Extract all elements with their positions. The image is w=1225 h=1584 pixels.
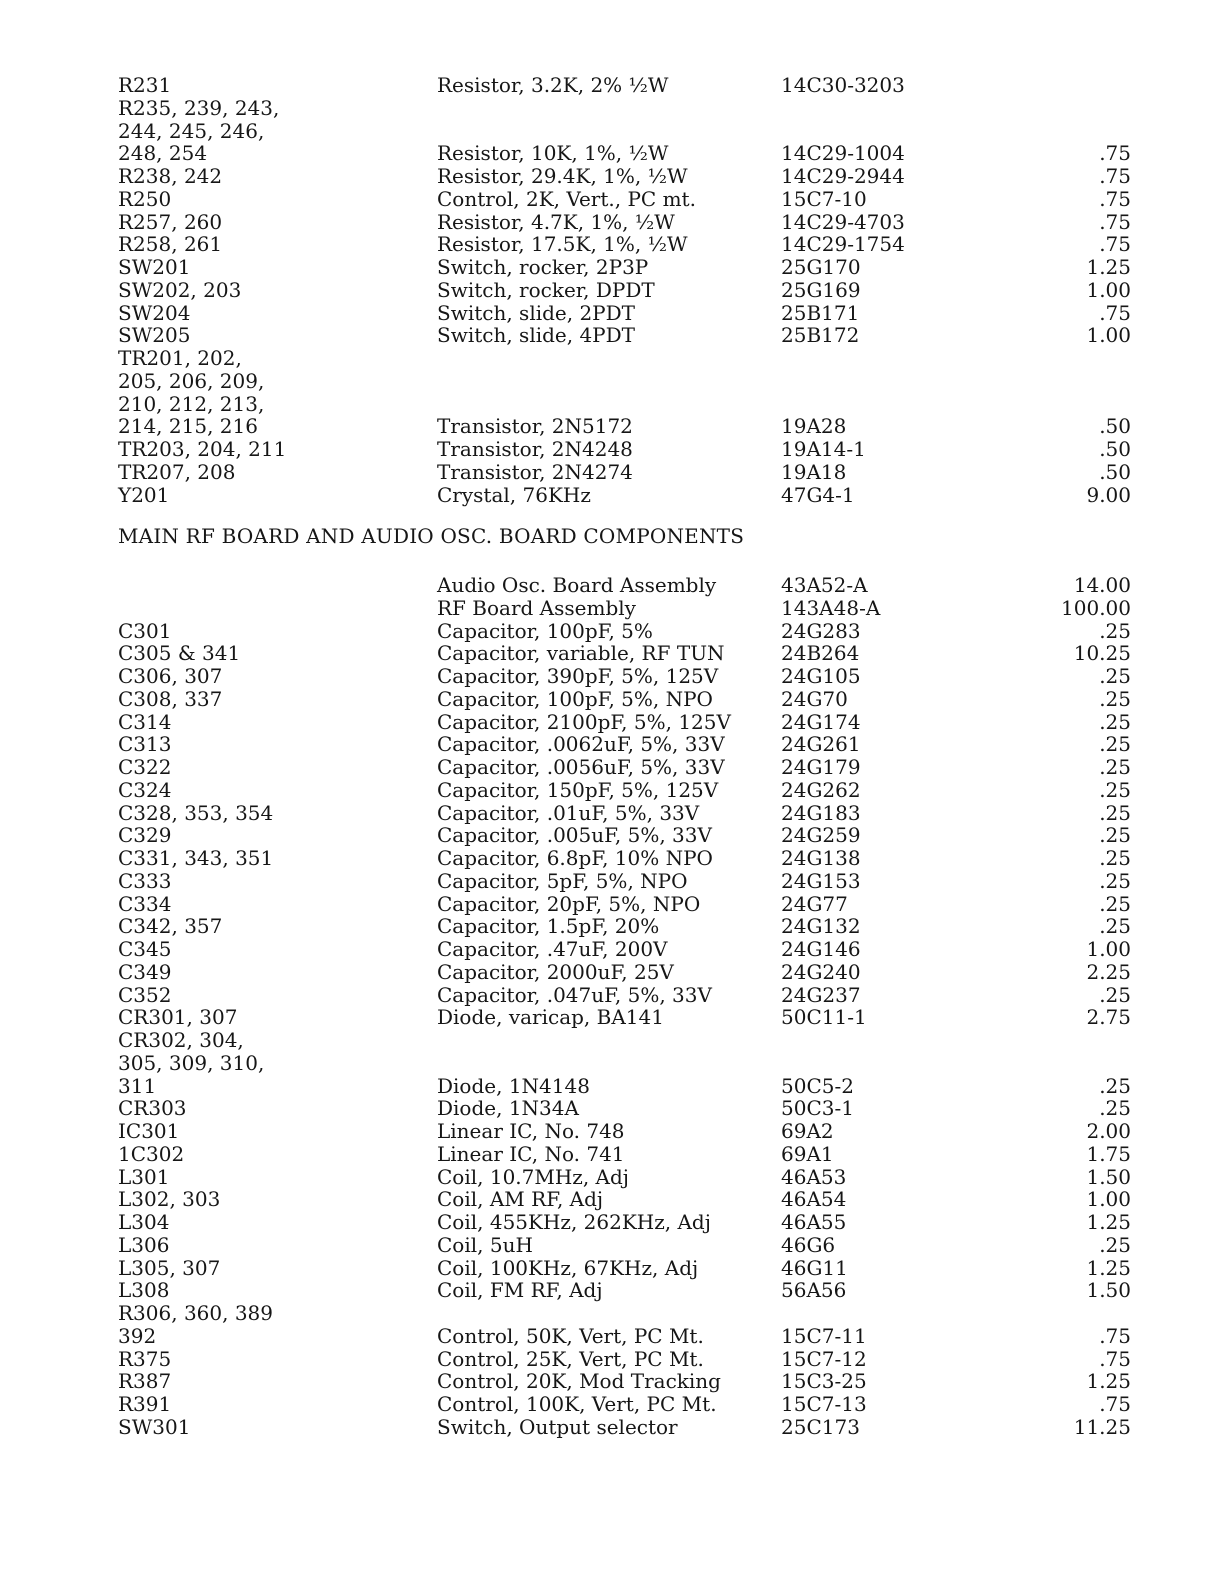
part-description: Capacitor, .005uF, 5%, 33V <box>437 823 712 848</box>
parts-table-section-1 <box>0 74 1225 506</box>
part-price: .25 <box>1099 686 1131 711</box>
parts-row <box>0 733 1225 756</box>
part-price: .75 <box>1099 141 1131 166</box>
parts-row <box>0 1143 1225 1166</box>
part-number: 24G283 <box>781 618 861 643</box>
ref-designator: C314 <box>118 709 172 734</box>
ref-designator: L308 <box>118 1278 170 1303</box>
parts-row <box>0 1302 1225 1325</box>
part-description: Transistor, 2N5172 <box>437 414 633 439</box>
parts-row <box>0 484 1225 507</box>
parts-row <box>0 302 1225 325</box>
part-number: 25G169 <box>781 277 861 302</box>
part-price: .75 <box>1099 186 1131 211</box>
part-price: 10.25 <box>1073 641 1131 666</box>
part-price: 100.00 <box>1061 595 1131 620</box>
parts-table-section-2 <box>0 574 1225 1439</box>
parts-row <box>0 347 1225 370</box>
ref-designator: 210, 212, 213, <box>118 391 265 416</box>
part-number: 15C7-11 <box>781 1323 867 1348</box>
part-description: Capacitor, 150pF, 5%, 125V <box>437 777 719 802</box>
part-number: 43A52-A <box>781 573 868 597</box>
part-number: 14C29-1754 <box>781 232 905 257</box>
ref-designator: 1C302 <box>118 1141 185 1166</box>
parts-row <box>0 1393 1225 1416</box>
ref-designator: 305, 309, 310, <box>118 1050 265 1075</box>
part-price: 1.25 <box>1086 255 1131 279</box>
parts-row <box>0 1075 1225 1098</box>
part-description: Capacitor, .047uF, 5%, 33V <box>437 982 712 1007</box>
parts-row <box>0 620 1225 643</box>
parts-row <box>0 1234 1225 1257</box>
parts-row <box>0 893 1225 916</box>
part-description: Capacitor, 5pF, 5%, NPO <box>437 868 688 893</box>
part-price: .25 <box>1099 1232 1131 1257</box>
ref-designator: C324 <box>118 777 172 802</box>
part-number: 15C3-25 <box>781 1369 867 1394</box>
part-number: 69A2 <box>781 1119 834 1143</box>
part-number: 24B264 <box>781 641 860 666</box>
part-price: .75 <box>1099 1323 1131 1348</box>
part-description: Capacitor, variable, RF TUN <box>437 641 725 666</box>
ref-designator: L306 <box>118 1232 170 1257</box>
parts-row <box>0 393 1225 416</box>
parts-row <box>0 256 1225 279</box>
parts-row <box>0 847 1225 870</box>
ref-designator: IC301 <box>118 1119 180 1143</box>
part-price: 2.75 <box>1086 1005 1131 1030</box>
ref-designator: R375 <box>118 1346 172 1371</box>
parts-row <box>0 415 1225 438</box>
part-price: .25 <box>1099 1096 1131 1121</box>
parts-row <box>0 279 1225 302</box>
parts-row <box>0 1166 1225 1189</box>
part-number: 25C173 <box>781 1414 860 1439</box>
parts-row <box>0 984 1225 1007</box>
part-price: 1.25 <box>1086 1210 1131 1234</box>
parts-row <box>0 1370 1225 1393</box>
part-description: Resistor, 10K, 1%, ½W <box>437 141 669 166</box>
part-price: 1.75 <box>1086 1141 1131 1166</box>
ref-designator: C313 <box>118 732 172 757</box>
part-number: 24G105 <box>781 664 861 688</box>
parts-row <box>0 642 1225 665</box>
part-number: 24G132 <box>781 914 861 939</box>
parts-row <box>0 938 1225 961</box>
part-description: Control, 50K, Vert, PC Mt. <box>437 1323 704 1348</box>
part-description: Linear IC, No. 748 <box>437 1119 625 1143</box>
ref-designator: R306, 360, 389 <box>118 1301 274 1325</box>
parts-row <box>0 324 1225 347</box>
part-description: Switch, slide, 4PDT <box>437 323 636 348</box>
parts-row <box>0 870 1225 893</box>
ref-designator: R231 <box>118 73 172 97</box>
parts-row <box>0 1006 1225 1029</box>
ref-designator: C305 & 341 <box>118 641 241 666</box>
parts-row <box>0 1325 1225 1348</box>
parts-row <box>0 1211 1225 1234</box>
ref-designator: CR303 <box>118 1096 187 1121</box>
parts-row <box>0 1416 1225 1439</box>
part-description: Capacitor, 390pF, 5%, 125V <box>437 664 719 688</box>
part-description: Coil, 100KHz, 67KHz, Adj <box>437 1255 699 1280</box>
part-description: Transistor, 2N4248 <box>437 437 633 461</box>
part-description: Coil, 10.7MHz, Adj <box>437 1164 630 1189</box>
part-number: 15C7-12 <box>781 1346 867 1371</box>
part-number: 24G153 <box>781 868 861 893</box>
parts-row <box>0 1029 1225 1052</box>
part-price: .50 <box>1099 459 1131 484</box>
parts-row <box>0 779 1225 802</box>
part-description: Capacitor, .01uF, 5%, 33V <box>437 800 700 825</box>
part-number: 14C30-3203 <box>781 73 905 97</box>
part-price: .25 <box>1099 618 1131 643</box>
part-number: 15C7-10 <box>781 186 867 211</box>
part-price: .25 <box>1099 982 1131 1007</box>
part-number: 19A18 <box>781 459 847 484</box>
part-description: Capacitor, 20pF, 5%, NPO <box>437 891 701 916</box>
part-price: 11.25 <box>1073 1414 1131 1439</box>
part-description: Switch, rocker, 2P3P <box>437 255 649 279</box>
part-price: .25 <box>1099 800 1131 825</box>
part-number: 24G70 <box>781 686 848 711</box>
part-number: 69A1 <box>781 1141 834 1166</box>
part-number: 24G240 <box>781 959 861 984</box>
part-price: .25 <box>1099 755 1131 779</box>
part-number: 50C11-1 <box>781 1005 867 1030</box>
part-description: Crystal, 76KHz <box>437 482 591 507</box>
parts-row <box>0 1120 1225 1143</box>
part-description: Switch, rocker, DPDT <box>437 277 655 302</box>
part-price: 1.00 <box>1086 323 1131 348</box>
ref-designator: TR201, 202, <box>118 346 242 370</box>
part-number: 25B171 <box>781 300 860 325</box>
parts-row <box>0 1279 1225 1302</box>
part-number: 46A53 <box>781 1164 847 1189</box>
part-price: .75 <box>1099 1346 1131 1371</box>
part-price: .25 <box>1099 709 1131 734</box>
ref-designator: C322 <box>118 755 172 779</box>
part-price: 14.00 <box>1073 573 1131 597</box>
part-description: Linear IC, No. 741 <box>437 1141 625 1166</box>
ref-designator: C334 <box>118 891 172 916</box>
ref-designator: R257, 260 <box>118 209 223 234</box>
part-description: Coil, 455KHz, 262KHz, Adj <box>437 1210 711 1234</box>
ref-designator: TR207, 208 <box>118 459 236 484</box>
part-description: Control, 20K, Mod Tracking <box>437 1369 721 1394</box>
parts-row <box>0 802 1225 825</box>
part-number: 46G6 <box>781 1232 836 1257</box>
ref-designator: 392 <box>118 1323 157 1348</box>
part-number: 46A55 <box>781 1210 847 1234</box>
parts-row <box>0 142 1225 165</box>
part-number: 56A56 <box>781 1278 847 1303</box>
parts-row <box>0 1257 1225 1280</box>
ref-designator: 311 <box>118 1073 157 1098</box>
part-price: .50 <box>1099 414 1131 439</box>
part-number: 24G146 <box>781 937 861 961</box>
parts-row <box>0 688 1225 711</box>
part-price: .25 <box>1099 664 1131 688</box>
part-number: 50C3-1 <box>781 1096 854 1121</box>
ref-designator: C333 <box>118 868 172 893</box>
part-price: 1.50 <box>1086 1164 1131 1189</box>
ref-designator: C306, 307 <box>118 664 223 688</box>
part-price: 1.25 <box>1086 1255 1131 1280</box>
ref-designator: Y201 <box>118 482 170 507</box>
part-number: 143A48-A <box>781 595 881 620</box>
ref-designator: L305, 307 <box>118 1255 221 1280</box>
part-number: 24G262 <box>781 777 861 802</box>
parts-row <box>0 961 1225 984</box>
ref-designator: CR302, 304, <box>118 1028 244 1052</box>
part-description: Transistor, 2N4274 <box>437 459 633 484</box>
ref-designator: 214, 215, 216 <box>118 414 258 439</box>
part-description: Capacitor, 2000uF, 25V <box>437 959 674 984</box>
part-description: Coil, FM RF, Adj <box>437 1278 603 1303</box>
parts-row <box>0 665 1225 688</box>
part-description: Coil, AM RF, Adj <box>437 1187 604 1212</box>
part-number: 46A54 <box>781 1187 847 1212</box>
part-description: Diode, 1N34A <box>437 1096 579 1121</box>
ref-designator: SW202, 203 <box>118 277 242 302</box>
part-number: 24G237 <box>781 982 861 1007</box>
part-price: .75 <box>1099 232 1131 257</box>
part-price: 1.00 <box>1086 277 1131 302</box>
section-heading: MAIN RF BOARD AND AUDIO OSC. BOARD COMPONENTS <box>118 524 745 548</box>
parts-row <box>0 1188 1225 1211</box>
ref-designator: C349 <box>118 959 172 984</box>
ref-designator: R250 <box>118 186 172 211</box>
part-price: .25 <box>1099 732 1131 757</box>
part-description: Diode, varicap, BA141 <box>437 1005 664 1030</box>
part-description: Control, 100K, Vert, PC Mt. <box>437 1392 717 1416</box>
ref-designator: R387 <box>118 1369 172 1394</box>
part-price: .25 <box>1099 891 1131 916</box>
part-price: 9.00 <box>1086 482 1131 507</box>
ref-designator: C308, 337 <box>118 686 223 711</box>
parts-row <box>0 211 1225 234</box>
parts-row <box>0 1052 1225 1075</box>
parts-row <box>0 824 1225 847</box>
part-description: Capacitor, .47uF, 200V <box>437 937 668 961</box>
part-description: Resistor, 29.4K, 1%, ½W <box>437 164 688 188</box>
parts-row <box>0 574 1225 597</box>
part-price: .25 <box>1099 868 1131 893</box>
parts-row <box>0 1097 1225 1120</box>
part-price: .25 <box>1099 1073 1131 1098</box>
ref-designator: C301 <box>118 618 172 643</box>
part-price: .75 <box>1099 209 1131 234</box>
ref-designator: TR203, 204, 211 <box>118 437 287 461</box>
ref-designator: C328, 353, 354 <box>118 800 274 825</box>
part-price: .75 <box>1099 300 1131 325</box>
part-number: 25G170 <box>781 255 861 279</box>
part-price: .75 <box>1099 164 1131 188</box>
part-number: 24G77 <box>781 891 848 916</box>
ref-designator: CR301, 307 <box>118 1005 238 1030</box>
ref-designator: L301 <box>118 1164 170 1189</box>
part-number: 19A14-1 <box>781 437 866 461</box>
parts-row <box>0 370 1225 393</box>
part-number: 14C29-4703 <box>781 209 905 234</box>
part-number: 24G179 <box>781 755 861 779</box>
ref-designator: L304 <box>118 1210 170 1234</box>
part-description: Capacitor, 100pF, 5%, NPO <box>437 686 713 711</box>
ref-designator: C352 <box>118 982 172 1007</box>
part-description: Switch, slide, 2PDT <box>437 300 636 325</box>
ref-designator: R235, 239, 243, <box>118 95 280 120</box>
part-description: Resistor, 3.2K, 2% ½W <box>437 73 669 97</box>
ref-designator: SW201 <box>118 255 191 279</box>
parts-row <box>0 756 1225 779</box>
part-description: Capacitor, 100pF, 5% <box>437 618 653 643</box>
part-description: Switch, Output selector <box>437 1414 678 1439</box>
part-number: 14C29-1004 <box>781 141 905 166</box>
ref-designator: R238, 242 <box>118 164 223 188</box>
parts-row <box>0 120 1225 143</box>
part-number: 24G259 <box>781 823 861 848</box>
part-description: Diode, 1N4148 <box>437 1073 590 1098</box>
part-number: 14C29-2944 <box>781 164 905 188</box>
parts-row <box>0 1348 1225 1371</box>
ref-designator: C331, 343, 351 <box>118 846 274 870</box>
part-description: Capacitor, .0056uF, 5%, 33V <box>437 755 725 779</box>
ref-designator: 244, 245, 246, <box>118 118 265 143</box>
part-number: 24G261 <box>781 732 861 757</box>
part-price: .75 <box>1099 1392 1131 1416</box>
parts-row <box>0 461 1225 484</box>
part-price: .25 <box>1099 846 1131 870</box>
part-price: 2.25 <box>1086 959 1131 984</box>
ref-designator: 205, 206, 209, <box>118 368 265 393</box>
part-number: 25B172 <box>781 323 860 348</box>
parts-row <box>0 97 1225 120</box>
part-price: 1.00 <box>1086 1187 1131 1212</box>
ref-designator: SW301 <box>118 1414 191 1439</box>
part-description: Capacitor, .0062uF, 5%, 33V <box>437 732 725 757</box>
ref-designator: R258, 261 <box>118 232 223 257</box>
ref-designator: 248, 254 <box>118 141 208 166</box>
part-price: .25 <box>1099 914 1131 939</box>
part-description: Control, 25K, Vert, PC Mt. <box>437 1346 704 1371</box>
part-price: 2.00 <box>1086 1119 1131 1143</box>
parts-row <box>0 188 1225 211</box>
part-price: .25 <box>1099 823 1131 848</box>
parts-row <box>0 233 1225 256</box>
part-description: Coil, 5uH <box>437 1232 533 1257</box>
parts-row <box>0 438 1225 461</box>
ref-designator: C342, 357 <box>118 914 223 939</box>
part-number: 24G174 <box>781 709 861 734</box>
part-description: Resistor, 4.7K, 1%, ½W <box>437 209 675 234</box>
part-number: 24G183 <box>781 800 861 825</box>
part-description: Control, 2K, Vert., PC mt. <box>437 186 696 211</box>
ref-designator: SW204 <box>118 300 191 325</box>
part-price: 1.00 <box>1086 937 1131 961</box>
part-description: Capacitor, 2100pF, 5%, 125V <box>437 709 731 734</box>
part-price: 1.25 <box>1086 1369 1131 1394</box>
part-description: RF Board Assembly <box>437 595 636 620</box>
part-description: Capacitor, 6.8pF, 10% NPO <box>437 846 713 870</box>
part-description: Audio Osc. Board Assembly <box>437 573 717 597</box>
ref-designator: R391 <box>118 1392 172 1416</box>
ref-designator: C329 <box>118 823 172 848</box>
part-number: 50C5-2 <box>781 1073 854 1098</box>
parts-row <box>0 915 1225 938</box>
parts-row <box>0 711 1225 734</box>
part-number: 46G11 <box>781 1255 848 1280</box>
part-description: Resistor, 17.5K, 1%, ½W <box>437 232 688 257</box>
ref-designator: L302, 303 <box>118 1187 221 1212</box>
part-number: 19A28 <box>781 414 847 439</box>
parts-row <box>0 597 1225 620</box>
part-price: 1.50 <box>1086 1278 1131 1303</box>
part-number: 47G4-1 <box>781 482 855 507</box>
part-price: .25 <box>1099 777 1131 802</box>
part-price: .50 <box>1099 437 1131 461</box>
parts-row <box>0 74 1225 97</box>
parts-row <box>0 165 1225 188</box>
part-number: 24G138 <box>781 846 861 870</box>
ref-designator: C345 <box>118 937 172 961</box>
part-description: Capacitor, 1.5pF, 20% <box>437 914 660 939</box>
part-number: 15C7-13 <box>781 1392 867 1416</box>
ref-designator: SW205 <box>118 323 191 348</box>
